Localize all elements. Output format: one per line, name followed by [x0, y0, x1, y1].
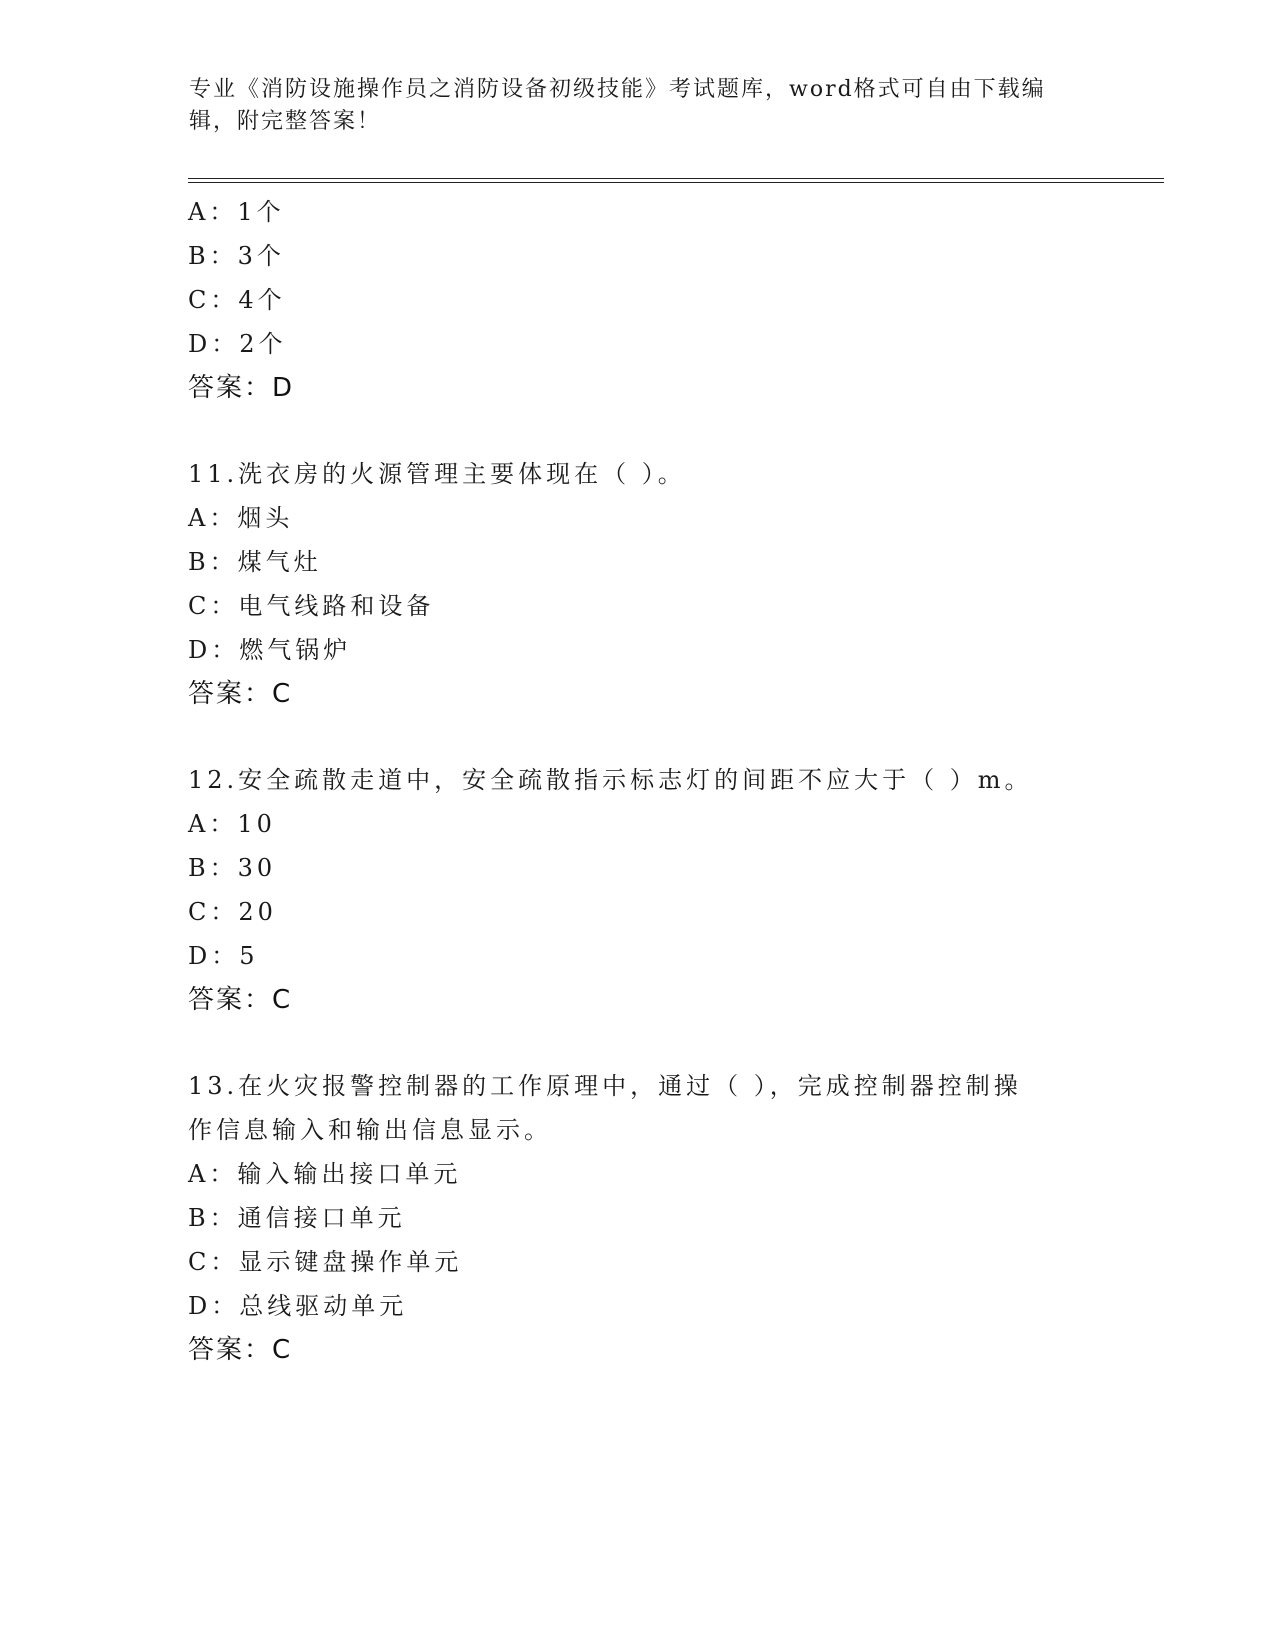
q12-option-b: B：30 [188, 854, 277, 882]
q12-option-a: A：10 [188, 810, 276, 838]
document-header [189, 74, 1089, 138]
q12-question: 12.安全疏散走道中，安全疏散指示标志灯的间距不应大于（ ）m。 [188, 766, 1033, 794]
q13-option-b: B：通信接口单元 [188, 1204, 406, 1232]
q13-question-line-1: 13.在火灾报警控制器的工作原理中，通过（ ），完成控制器控制操 [188, 1072, 1022, 1100]
header-line-1: 专业《消防设施操作员之消防设备初级技能》考试题库，word格式可自由下载编 [189, 77, 1046, 102]
q10-option-d: D：2个 [188, 330, 287, 358]
q11-option-a: A：烟头 [188, 504, 294, 532]
q12-option-c: C：20 [188, 898, 277, 926]
q10-option-c: C：4个 [188, 286, 286, 314]
q11-answer: 答案：C [188, 679, 293, 709]
q12-option-d: D：5 [188, 942, 259, 970]
q13-question-line-2: 作信息输入和输出信息显示。 [188, 1116, 552, 1144]
header-line-2: 辑，附完整答案！ [189, 109, 382, 134]
q10-answer: 答案：D [188, 373, 295, 403]
q13-option-d: D：总线驱动单元 [188, 1292, 408, 1320]
q11-question: 11.洗衣房的火源管理主要体现在（ ）。 [188, 460, 686, 488]
q11-option-c: C：电气线路和设备 [188, 592, 435, 620]
header-divider-bottom [188, 182, 1164, 183]
q10-option-a: A：1个 [188, 198, 285, 226]
q13-option-c: C：显示键盘操作单元 [188, 1248, 463, 1276]
q11-option-b: B：煤气灶 [188, 548, 322, 576]
q11-option-d: D：燃气锅炉 [188, 636, 352, 664]
q13-option-a: A：输入输出接口单元 [188, 1160, 462, 1188]
q12-answer: 答案：C [188, 985, 293, 1015]
q10-option-b: B：3个 [188, 242, 285, 270]
q13-answer: 答案：C [188, 1335, 293, 1365]
header-divider-top [188, 178, 1164, 179]
